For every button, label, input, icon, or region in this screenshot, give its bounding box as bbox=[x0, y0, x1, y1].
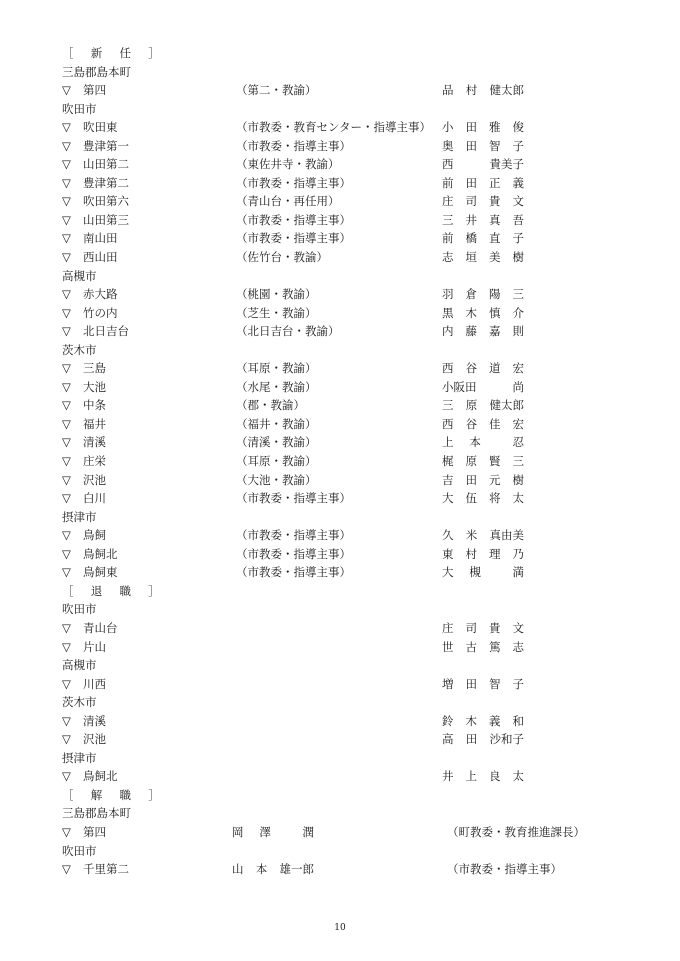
position-note: （市教委・指導主事） bbox=[236, 231, 351, 246]
list-item bbox=[0, 396, 680, 415]
position-note: （佐竹台・教諭） bbox=[236, 250, 328, 265]
person-name-part: 谷 bbox=[465, 416, 477, 431]
city-row bbox=[0, 842, 680, 861]
person-name bbox=[442, 415, 524, 434]
school-name: 山田第三 bbox=[83, 212, 129, 227]
list-item bbox=[0, 229, 680, 248]
person-name-part: 原 bbox=[465, 398, 478, 413]
person-name bbox=[442, 137, 524, 156]
city-row bbox=[0, 656, 680, 675]
person-name-part: 道 bbox=[489, 361, 501, 376]
person-name-part: 将 bbox=[489, 491, 501, 506]
person-name-part: 田 bbox=[465, 120, 477, 135]
person-name-part: 鈴 bbox=[442, 713, 454, 728]
person-name-part: 満 bbox=[512, 565, 524, 580]
person-name-part: 前 bbox=[442, 175, 454, 190]
triangle-marker-icon: ▽ bbox=[62, 398, 71, 413]
person-name-part: 東 bbox=[442, 546, 454, 561]
person-name-part: 内 bbox=[442, 324, 454, 339]
school-name: 青山台 bbox=[83, 620, 118, 635]
person-name-part: 世 bbox=[442, 639, 454, 654]
triangle-marker-icon: ▽ bbox=[62, 120, 71, 135]
triangle-marker-icon: ▽ bbox=[62, 824, 71, 839]
position-note: （桃園・教諭） bbox=[236, 287, 317, 302]
person-name-part: 本 bbox=[469, 435, 481, 450]
person-name-part: 雄一郎 bbox=[279, 862, 314, 877]
person-name-part: 梶 bbox=[442, 454, 454, 469]
person-name-part: 篤 bbox=[489, 639, 501, 654]
person-name-part: 三 bbox=[442, 398, 454, 413]
school-name: 吹田東 bbox=[83, 120, 118, 135]
person-name-part: 義 bbox=[512, 175, 524, 190]
person-name-part: 文 bbox=[512, 620, 524, 635]
person-name-part: 西 bbox=[442, 361, 454, 376]
list-item bbox=[0, 433, 680, 452]
triangle-marker-icon: ▽ bbox=[62, 379, 71, 394]
position-note: （第二・教諭） bbox=[236, 83, 317, 98]
triangle-marker-icon: ▽ bbox=[62, 250, 71, 265]
person-name-part: 小阪田 bbox=[442, 379, 477, 394]
person-name-part: 黒 bbox=[442, 305, 454, 320]
city-name: 茨木市 bbox=[62, 695, 97, 710]
list-item bbox=[0, 359, 680, 378]
school-name: 豊津第一 bbox=[83, 138, 129, 153]
person-name-part: 奥 bbox=[442, 138, 454, 153]
person-name-part: 本 bbox=[255, 862, 268, 877]
list-item bbox=[0, 730, 680, 749]
school-name: 鳥飼北 bbox=[83, 546, 118, 561]
person-name-part: 文 bbox=[512, 194, 524, 209]
school-name: 清溪 bbox=[83, 435, 106, 450]
person-name-part: 和 bbox=[512, 713, 524, 728]
position-note: （市教委・教育センター・指導主事） bbox=[236, 120, 432, 135]
list-item bbox=[0, 767, 680, 786]
person-name-part: 司 bbox=[465, 194, 477, 209]
list-item bbox=[0, 860, 680, 879]
school-name: 北日吉台 bbox=[83, 324, 129, 339]
school-name: 沢池 bbox=[83, 472, 106, 487]
person-name-part: 三 bbox=[512, 287, 524, 302]
school-name: 第四 bbox=[83, 83, 106, 98]
triangle-marker-icon: ▽ bbox=[62, 194, 71, 209]
person-name-part: 真 bbox=[489, 212, 501, 227]
school-name: 三島 bbox=[83, 361, 106, 376]
person-name-part: 司 bbox=[465, 620, 477, 635]
person-name-part: 嘉 bbox=[489, 324, 501, 339]
person-name-part: 良 bbox=[489, 769, 501, 784]
person-name bbox=[442, 526, 524, 545]
city-name: 摂津市 bbox=[62, 750, 97, 765]
city-name: 三島郡島本町 bbox=[62, 64, 131, 79]
list-item bbox=[0, 638, 680, 657]
person-name-part: 太 bbox=[512, 769, 524, 784]
person-name-part: 古 bbox=[465, 639, 477, 654]
person-name-part: 貴 bbox=[489, 194, 501, 209]
triangle-marker-icon: ▽ bbox=[62, 639, 71, 654]
person-name-part: 健太郎 bbox=[489, 83, 524, 98]
person-name-part: 澤 bbox=[259, 824, 271, 839]
person-name bbox=[442, 211, 524, 230]
city-name: 茨木市 bbox=[62, 342, 97, 357]
person-name-part: 小 bbox=[442, 120, 454, 135]
position-note: （市教委・指導主事） bbox=[236, 212, 351, 227]
person-name-part: 忍 bbox=[512, 435, 524, 450]
person-name-part: 伍 bbox=[465, 491, 477, 506]
person-name-part: 吉 bbox=[442, 472, 454, 487]
city-row bbox=[0, 267, 680, 286]
school-name: 赤大路 bbox=[83, 287, 118, 302]
person-name bbox=[442, 81, 524, 100]
city-name: 吹田市 bbox=[62, 101, 97, 116]
person-name bbox=[442, 248, 524, 267]
person-name bbox=[442, 730, 524, 749]
school-name: 吹田第六 bbox=[83, 194, 129, 209]
position-note: （福井・教諭） bbox=[236, 416, 317, 431]
school-name: 大池 bbox=[83, 379, 106, 394]
person-name-part: 介 bbox=[512, 305, 524, 320]
list-item bbox=[0, 155, 680, 174]
section-heading: ［ 退 職 ］ bbox=[62, 583, 163, 598]
position-note: （耳原・教諭） bbox=[236, 454, 317, 469]
person-name-part: 米 bbox=[465, 528, 478, 543]
person-name-part: 田 bbox=[465, 138, 477, 153]
list-item bbox=[0, 192, 680, 211]
person-name bbox=[442, 452, 524, 471]
triangle-marker-icon: ▽ bbox=[62, 491, 71, 506]
person-name-part: 原 bbox=[465, 454, 477, 469]
list-item bbox=[0, 545, 680, 564]
school-name: 第四 bbox=[83, 824, 106, 839]
person-name-part: 慎 bbox=[489, 305, 501, 320]
person-name-part: 智 bbox=[489, 138, 501, 153]
person-name-part: 陽 bbox=[489, 287, 501, 302]
position-note: （市教委・指導主事） bbox=[236, 565, 351, 580]
person-name-part: 槻 bbox=[469, 565, 481, 580]
school-name: 清溪 bbox=[83, 713, 106, 728]
person-name bbox=[442, 155, 524, 174]
city-name: 高槻市 bbox=[62, 268, 97, 283]
person-name-part: 賢 bbox=[489, 454, 501, 469]
person-name-part: 子 bbox=[512, 231, 524, 246]
school-name: 豊津第二 bbox=[83, 175, 129, 190]
person-name-part: 乃 bbox=[512, 546, 524, 561]
person-name-part: 佳 bbox=[489, 416, 501, 431]
school-name: 片山 bbox=[83, 639, 106, 654]
person-name bbox=[442, 229, 524, 248]
section-heading-row bbox=[0, 786, 680, 805]
triangle-marker-icon: ▽ bbox=[62, 546, 71, 561]
person-name-part: 宏 bbox=[512, 361, 524, 376]
triangle-marker-icon: ▽ bbox=[62, 676, 71, 691]
person-name-part: 村 bbox=[465, 546, 477, 561]
page-number: 10 bbox=[334, 923, 346, 933]
position-note: （市教委・指導主事） bbox=[447, 862, 562, 877]
person-name-part: 大 bbox=[442, 565, 454, 580]
city-row bbox=[0, 693, 680, 712]
person-name bbox=[442, 378, 524, 397]
triangle-marker-icon: ▽ bbox=[62, 157, 71, 172]
person-name-part: 増 bbox=[442, 676, 454, 691]
person-name-part: 美 bbox=[489, 250, 501, 265]
person-name-part: 庄 bbox=[442, 194, 454, 209]
person-name-part: 木 bbox=[465, 713, 477, 728]
person-name-part: 義 bbox=[489, 713, 501, 728]
person-name bbox=[442, 545, 524, 564]
city-name: 吹田市 bbox=[62, 843, 97, 858]
list-item bbox=[0, 322, 680, 341]
person-name-part: 垣 bbox=[465, 250, 477, 265]
triangle-marker-icon: ▽ bbox=[62, 212, 71, 227]
list-item bbox=[0, 118, 680, 137]
person-name bbox=[442, 174, 524, 193]
city-row bbox=[0, 63, 680, 82]
person-name bbox=[232, 823, 314, 842]
triangle-marker-icon: ▽ bbox=[62, 175, 71, 190]
person-name bbox=[232, 860, 314, 879]
person-name-part: 貴 bbox=[489, 620, 501, 635]
city-name: 三島郡島本町 bbox=[62, 806, 131, 821]
personnel-list bbox=[0, 44, 680, 879]
city-row bbox=[0, 804, 680, 823]
person-name-part: 谷 bbox=[465, 361, 477, 376]
list-item bbox=[0, 526, 680, 545]
school-name: 鳥飼東 bbox=[83, 565, 118, 580]
position-note: （市教委・指導主事） bbox=[236, 175, 351, 190]
person-name-part: 上 bbox=[442, 435, 454, 450]
section-heading: ［ 新 任 ］ bbox=[62, 46, 163, 60]
person-name bbox=[442, 767, 524, 786]
person-name-part: 前 bbox=[442, 231, 454, 246]
person-name-part: 庄 bbox=[442, 620, 454, 635]
person-name-part: 山 bbox=[232, 862, 244, 877]
triangle-marker-icon: ▽ bbox=[62, 454, 71, 469]
position-note: （清溪・教諭） bbox=[236, 435, 317, 450]
list-item bbox=[0, 675, 680, 694]
city-row bbox=[0, 749, 680, 768]
triangle-marker-icon: ▽ bbox=[62, 231, 71, 246]
person-name-part: 上 bbox=[465, 769, 477, 784]
list-item bbox=[0, 248, 680, 267]
person-name bbox=[442, 712, 524, 731]
person-name bbox=[442, 192, 524, 211]
city-name: 高槻市 bbox=[62, 658, 97, 673]
city-row bbox=[0, 508, 680, 527]
city-row bbox=[0, 341, 680, 360]
person-name-part: 井 bbox=[442, 769, 454, 784]
person-name bbox=[442, 638, 524, 657]
list-item bbox=[0, 712, 680, 731]
person-name-part: 田 bbox=[465, 676, 477, 691]
position-note: （市教委・指導主事） bbox=[236, 546, 351, 561]
triangle-marker-icon: ▽ bbox=[62, 138, 71, 153]
person-name bbox=[442, 489, 524, 508]
school-name: 山田第二 bbox=[83, 157, 129, 172]
position-note: （北日吉台・教諭） bbox=[236, 324, 340, 339]
school-name: 川西 bbox=[83, 676, 106, 691]
city-name: 摂津市 bbox=[62, 509, 97, 524]
person-name-part: 田 bbox=[465, 472, 477, 487]
person-name bbox=[442, 563, 524, 582]
school-name: 中条 bbox=[83, 398, 106, 413]
list-item bbox=[0, 415, 680, 434]
list-item bbox=[0, 471, 680, 490]
person-name-part: 橋 bbox=[465, 231, 477, 246]
person-name-part: 雅 bbox=[489, 120, 501, 135]
person-name bbox=[442, 619, 524, 638]
triangle-marker-icon: ▽ bbox=[62, 287, 71, 302]
list-item bbox=[0, 619, 680, 638]
triangle-marker-icon: ▽ bbox=[62, 713, 71, 728]
person-name bbox=[442, 396, 524, 415]
school-name: 福井 bbox=[83, 416, 106, 431]
position-note: （東佐井寺・教諭） bbox=[236, 157, 340, 172]
list-item bbox=[0, 81, 680, 100]
triangle-marker-icon: ▽ bbox=[62, 361, 71, 376]
list-item bbox=[0, 563, 680, 582]
person-name-part: 品 bbox=[442, 83, 454, 98]
person-name-part: 三 bbox=[512, 454, 524, 469]
person-name-part: 志 bbox=[512, 639, 524, 654]
person-name-part: 藤 bbox=[465, 324, 477, 339]
school-name: 南山田 bbox=[83, 231, 118, 246]
person-name bbox=[442, 118, 524, 137]
triangle-marker-icon: ▽ bbox=[62, 528, 71, 543]
triangle-marker-icon: ▽ bbox=[62, 769, 71, 784]
section-heading: ［ 解 職 ］ bbox=[62, 787, 163, 802]
city-row bbox=[0, 600, 680, 619]
list-item bbox=[0, 378, 680, 397]
person-name-part: 木 bbox=[465, 305, 477, 320]
person-name-part: 志 bbox=[442, 250, 454, 265]
person-name-part: 智 bbox=[489, 676, 501, 691]
list-item bbox=[0, 489, 680, 508]
person-name-part: 田 bbox=[465, 175, 477, 190]
person-name-part: 尚 bbox=[512, 379, 524, 394]
position-note: （青山台・再任用） bbox=[236, 194, 340, 209]
person-name-part: 直 bbox=[489, 231, 501, 246]
person-name-part: 則 bbox=[512, 324, 524, 339]
school-name: 庄栄 bbox=[83, 454, 106, 469]
person-name-part: 正 bbox=[489, 175, 501, 190]
school-name: 沢池 bbox=[83, 732, 106, 747]
person-name-part: 理 bbox=[489, 546, 501, 561]
person-name bbox=[442, 285, 524, 304]
person-name-part: 三 bbox=[442, 212, 454, 227]
list-item bbox=[0, 452, 680, 471]
person-name-part: 井 bbox=[465, 212, 477, 227]
school-name: 白川 bbox=[83, 491, 106, 506]
school-name: 西山田 bbox=[83, 250, 118, 265]
person-name bbox=[442, 433, 524, 452]
list-item bbox=[0, 211, 680, 230]
city-row bbox=[0, 100, 680, 119]
person-name bbox=[442, 675, 524, 694]
person-name-part: 吾 bbox=[512, 212, 524, 227]
triangle-marker-icon: ▽ bbox=[62, 416, 71, 431]
triangle-marker-icon: ▽ bbox=[62, 435, 71, 450]
person-name-part: 倉 bbox=[465, 287, 477, 302]
position-note: （町教委・教育推進課長） bbox=[447, 824, 585, 839]
city-name: 吹田市 bbox=[62, 602, 97, 617]
list-item bbox=[0, 285, 680, 304]
school-name: 竹の内 bbox=[83, 305, 118, 320]
person-name-part: 沙和子 bbox=[489, 732, 524, 747]
position-note: （郡・教諭） bbox=[236, 398, 305, 413]
position-note: （水尾・教諭） bbox=[236, 379, 317, 394]
person-name-part: 久 bbox=[442, 528, 454, 543]
person-name-part: 羽 bbox=[442, 287, 454, 302]
person-name bbox=[442, 471, 524, 490]
position-note: （市教委・指導主事） bbox=[236, 528, 351, 543]
list-item bbox=[0, 304, 680, 323]
triangle-marker-icon: ▽ bbox=[62, 862, 71, 877]
school-name: 千里第二 bbox=[83, 862, 129, 877]
position-note: （耳原・教諭） bbox=[236, 361, 317, 376]
person-name-part: 太 bbox=[512, 491, 524, 506]
person-name-part: 宏 bbox=[512, 416, 524, 431]
list-item bbox=[0, 174, 680, 193]
person-name-part: 村 bbox=[465, 83, 478, 98]
person-name-part: 大 bbox=[442, 491, 454, 506]
school-name: 鳥飼北 bbox=[83, 769, 118, 784]
triangle-marker-icon: ▽ bbox=[62, 732, 71, 747]
person-name bbox=[442, 359, 524, 378]
position-note: （市教委・指導主事） bbox=[236, 491, 351, 506]
section-heading-row bbox=[0, 44, 680, 63]
person-name-part: 子 bbox=[512, 138, 524, 153]
person-name-part: 元 bbox=[489, 472, 501, 487]
person-name-part: 樹 bbox=[512, 250, 524, 265]
triangle-marker-icon: ▽ bbox=[62, 305, 71, 320]
position-note: （芝生・教諭） bbox=[236, 305, 317, 320]
school-name: 鳥飼 bbox=[83, 528, 106, 543]
triangle-marker-icon: ▽ bbox=[62, 324, 71, 339]
person-name-part: 貴美子 bbox=[489, 157, 524, 172]
triangle-marker-icon: ▽ bbox=[62, 620, 71, 635]
person-name-part: 田 bbox=[465, 732, 478, 747]
list-item bbox=[0, 137, 680, 156]
triangle-marker-icon: ▽ bbox=[62, 83, 71, 98]
person-name-part: 健太郎 bbox=[489, 398, 524, 413]
person-name-part: 樹 bbox=[512, 472, 524, 487]
list-item bbox=[0, 823, 680, 842]
person-name-part: 潤 bbox=[302, 824, 314, 839]
person-name bbox=[442, 304, 524, 323]
triangle-marker-icon: ▽ bbox=[62, 565, 71, 580]
person-name-part: 岡 bbox=[232, 824, 244, 839]
section-heading-row bbox=[0, 582, 680, 601]
position-note: （市教委・指導主事） bbox=[236, 138, 351, 153]
person-name-part: 高 bbox=[442, 732, 454, 747]
person-name-part: 西 bbox=[442, 157, 454, 172]
person-name-part: 俊 bbox=[512, 120, 524, 135]
position-note: （大池・教諭） bbox=[236, 472, 317, 487]
person-name-part: 西 bbox=[442, 416, 454, 431]
person-name-part: 子 bbox=[512, 676, 524, 691]
person-name bbox=[442, 322, 524, 341]
triangle-marker-icon: ▽ bbox=[62, 472, 71, 487]
person-name-part: 真由美 bbox=[489, 528, 524, 543]
